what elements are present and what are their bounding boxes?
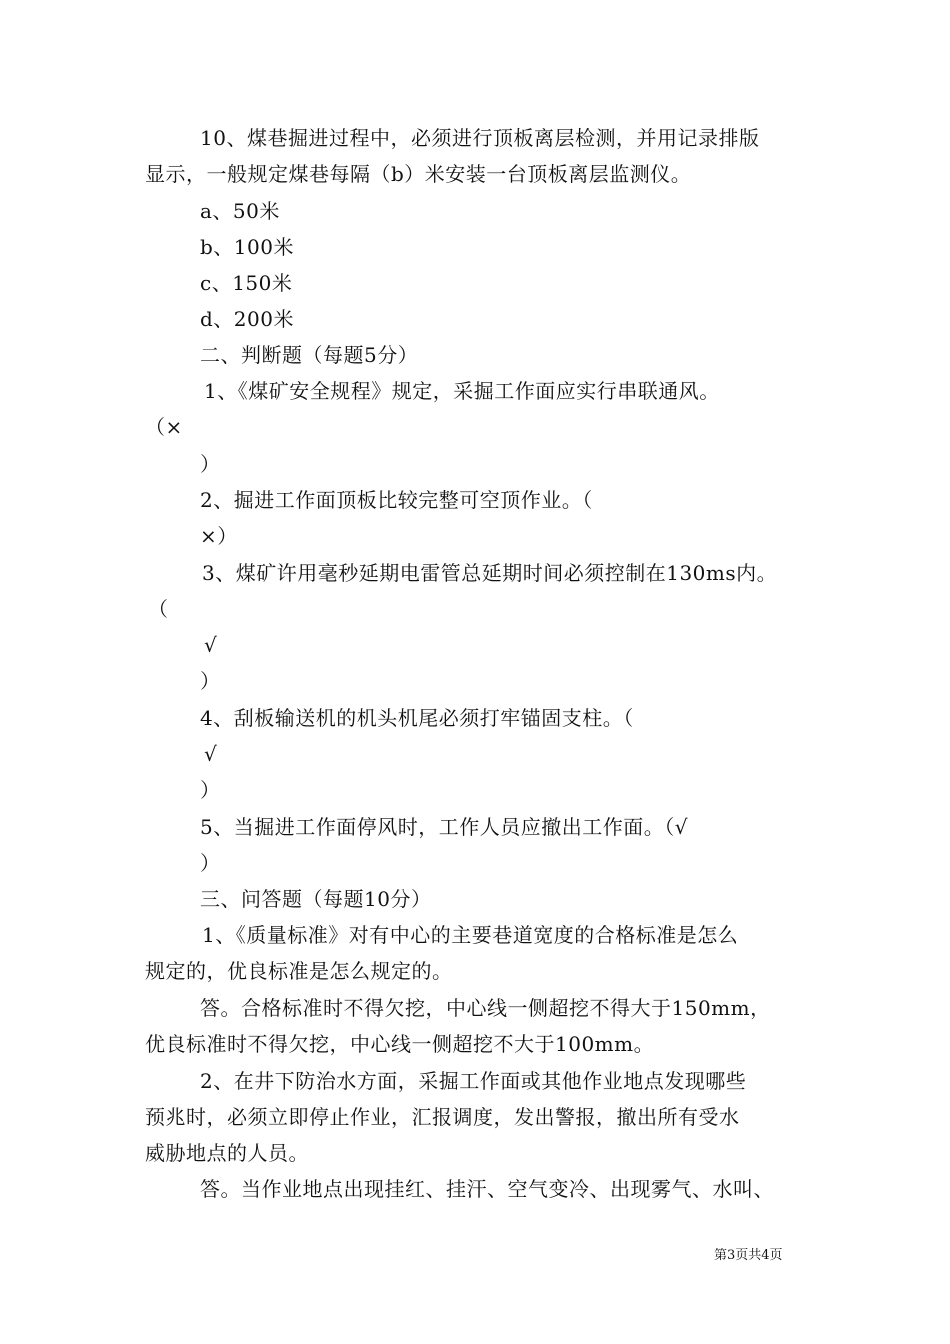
judge-2: 2、掘进工作面顶板比较完整可空顶作业。（ (200, 488, 593, 512)
judge-3-answer-mark: √ (204, 633, 218, 657)
qa-1-line-1: 1、《质量标准》对有中心的主要巷道宽度的合格标准是怎么 (202, 923, 739, 947)
judge-1-answer-open: （× (145, 415, 183, 439)
judge-3: 3、煤矿许用毫秒延期电雷管总延期时间必须控制在130ms内。 (202, 561, 778, 585)
judge-1: 1、《煤矿安全规程》规定，采掘工作面应实行串联通风。 (204, 379, 720, 403)
judge-4-answer-close: ） (200, 778, 221, 802)
qa-2-line-2: 预兆时，必须立即停止作业，汇报调度，发出警报，撤出所有受水 (145, 1105, 740, 1129)
judge-4: 4、刮板输送机的机头机尾必须打牢锚固支柱。（ (200, 706, 634, 730)
judge-5-answer-close: ） (200, 851, 221, 875)
section-2-heading: 二、判断题（每题5分） (200, 343, 419, 367)
judge-5: 5、当掘进工作面停风时，工作人员应撤出工作面。（√ (200, 815, 688, 839)
qa-1-answer-line-2: 优良标准时不得欠挖，中心线一侧超挖不大于100mm。 (145, 1032, 655, 1056)
judge-2-answer: ×） (200, 524, 238, 548)
judge-1-answer-close: ） (200, 452, 221, 476)
option-a: a、50米 (200, 199, 280, 223)
judge-3-answer-open: （ (148, 597, 169, 621)
page-number: 第3页共4页 (714, 1248, 783, 1263)
judge-3-answer-close: ） (200, 669, 221, 693)
question-10-line-2: 显示，一般规定煤巷每隔（b）米安装一台顶板离层监测仪。 (145, 162, 692, 186)
option-b: b、100米 (200, 235, 294, 259)
question-10-line-1: 10、煤巷掘进过程中，必须进行顶板离层检测，并用记录排版 (200, 126, 760, 150)
option-d: d、200米 (200, 307, 294, 331)
qa-2-answer-line-1: 答。当作业地点出现挂红、挂汗、空气变冷、出现雾气、水叫、 (200, 1177, 774, 1201)
qa-1-answer-line-1: 答。合格标准时不得欠挖，中心线一侧超挖不得大于150mm， (200, 996, 771, 1020)
section-3-heading: 三、问答题（每题10分） (200, 887, 432, 911)
qa-1-line-2: 规定的，优良标准是怎么规定的。 (145, 959, 453, 983)
option-c: c、150米 (200, 271, 293, 295)
qa-2-line-3: 威胁地点的人员。 (145, 1141, 309, 1165)
qa-2-line-1: 2、在井下防治水方面，采掘工作面或其他作业地点发现哪些 (200, 1069, 747, 1093)
judge-4-answer-mark: √ (204, 742, 218, 766)
